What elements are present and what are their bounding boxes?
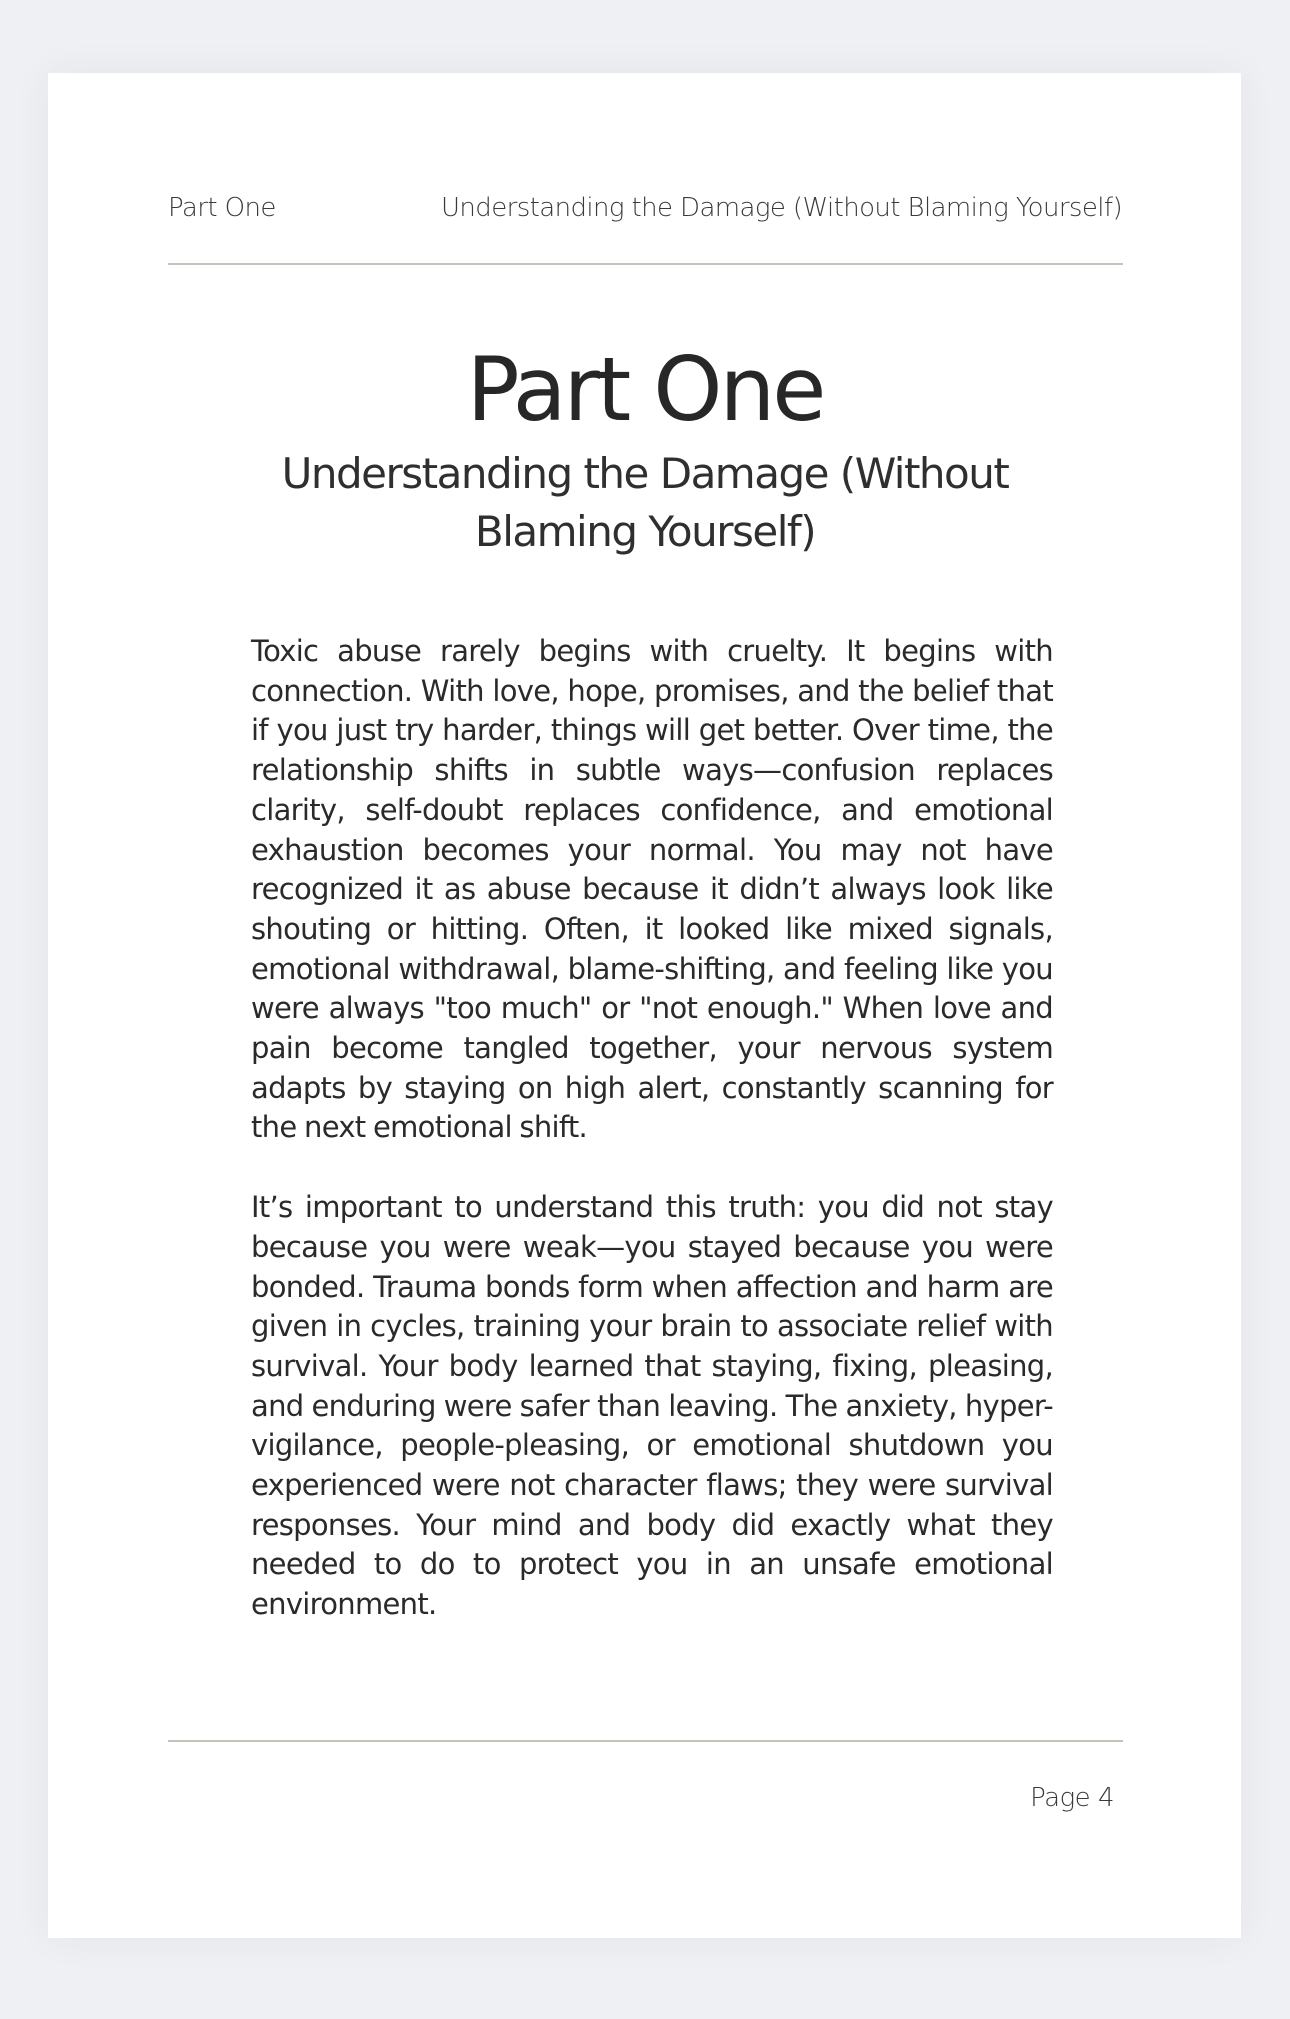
header-divider: [168, 263, 1123, 265]
part-title: Part One: [466, 338, 824, 441]
body-text: [251, 632, 1053, 1665]
footer-divider: [168, 1740, 1123, 1742]
header-chapter-title: Understanding the Damage (Without Blaming Yourself): [441, 193, 1122, 223]
document-page: [48, 73, 1241, 1938]
body-paragraph-1: Toxic abuse rarely begins with cruelty. It begins with connection. With love, hope, promises, and the belief that if you just try harder, things will get better. Over time, the relationship shifts in subtle ways—confusion replaces clarity, self-doubt replaces confidence, and emotional exhaustion becomes your normal. You may not have recognized it as abuse because it didn’t always look like shouting or hitting. Often, it looked like mixed signals, emotional withdrawal, blame-shifting, and feeling like you were always "too much" or "not enough." When love and pain become tangled together, your nervous system adapts by staying on high alert, constantly scanning for the next emotional shift.: [251, 634, 1053, 1145]
body-paragraph-2: It’s important to understand this truth: you did not stay because you were weak—you stayed because you were bonded. Trauma bonds form when affection and harm are given in cycles, training your brain to associate relief with survival. Your body learned that staying, fixing, pleasing, and enduring were safer than leaving. The anxiety, hyper-vigilance, people-pleasing, or emotional shutdown you experienced were not character flaws; they were survival responses. Your mind and body did exactly what they needed to do to protect you in an unsafe emotional environment.: [251, 1190, 1053, 1622]
page-number: Page 4: [1030, 1783, 1114, 1813]
running-header: [168, 188, 1122, 228]
part-subtitle: Understanding the Damage (Without Blaming Yourself): [281, 449, 1009, 556]
chapter-title-block: [168, 335, 1122, 561]
header-part-label: Part One: [168, 193, 276, 223]
